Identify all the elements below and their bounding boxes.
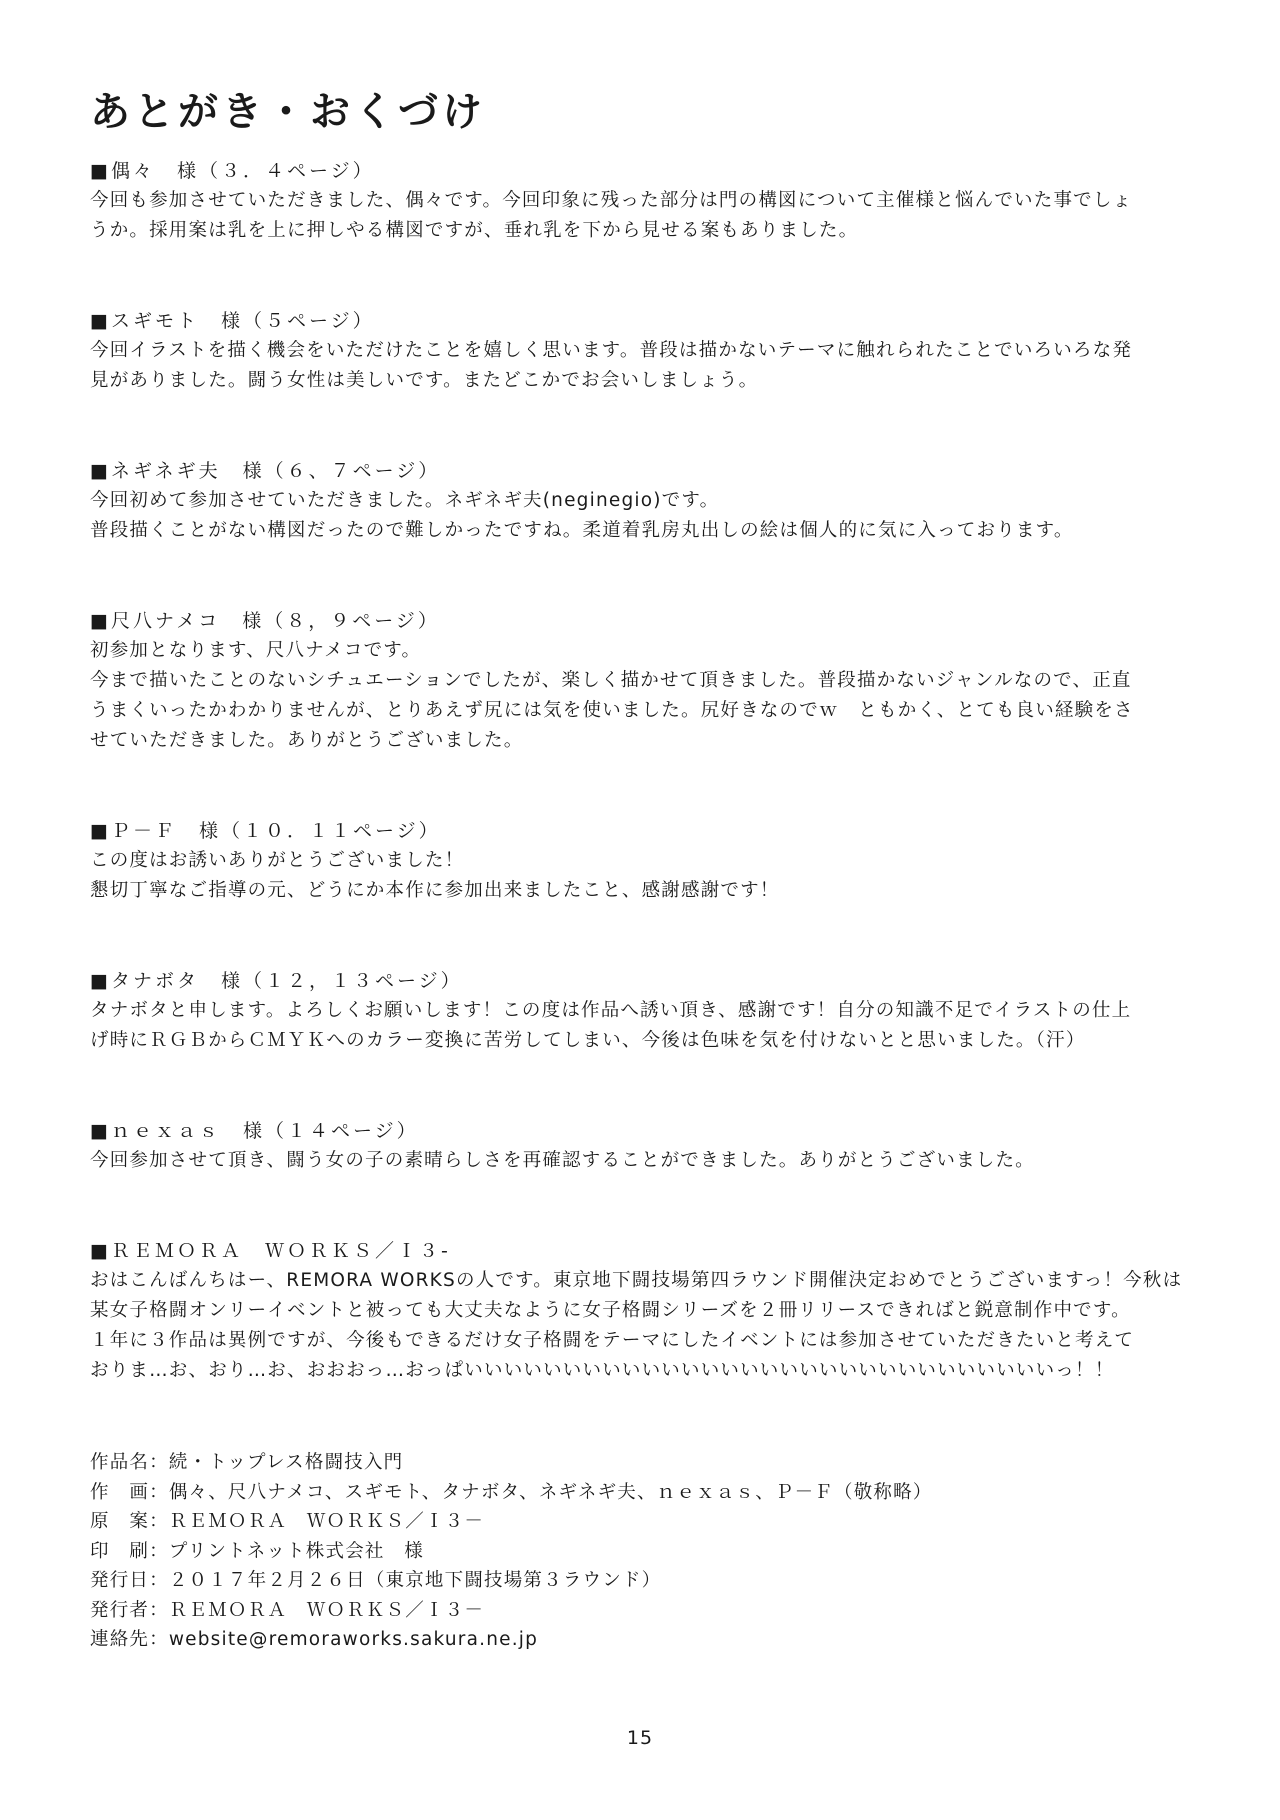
colophon-label: 原 案： <box>90 1511 169 1532</box>
body-line: 今回も参加させていただきました、偶々です。今回印象に残った部分は門の構図について主催様と悩んでいた事でしょ <box>90 190 1133 211</box>
colophon-row-publisher <box>90 1596 1210 1626</box>
body-line: １年に３作品は異例ですが、今後もできるだけ女子格闘をテーマにしたイベントには参加させていただきたいと考えて <box>90 1330 1135 1351</box>
section-guuguu <box>90 156 1210 246</box>
section-body <box>90 336 1210 396</box>
body-line: 初参加となります、尺八ナメコです。 <box>90 640 422 661</box>
body-line: 今まで描いたことのないシチュエーションでしたが、楽しく描かせて頂きました。普段描かないジャンルなので、正直 <box>90 670 1132 691</box>
colophon-row-artists <box>90 1478 1210 1508</box>
colophon-row-contact <box>90 1625 1210 1655</box>
body-line: うまくいったかわかりませんが、とりあえず尻には気を使いました。尻好きなのでｗ ともかく、とても良い経験をさ <box>90 700 1134 721</box>
section-sugimoto <box>90 306 1210 396</box>
section-remora-works <box>90 1236 1210 1386</box>
body-line: この度はお誘いありがとうございました！ <box>90 850 465 871</box>
section-heading: ■ｎｅｘａｓ 様（１４ページ） <box>90 1120 419 1142</box>
colophon-label: 作 画： <box>90 1481 169 1503</box>
section-tanabota <box>90 966 1210 1056</box>
section-heading: ■ＲＥＭＯＲＡ ＷＯＲＫＳ／Ｉ３- <box>90 1240 451 1262</box>
section-heading: ■タナボタ 様（１２，１３ページ） <box>90 970 463 992</box>
body-line: げ時にＲＧＢからＣＭＹＫへのカラー変換に苦労してしまい、今後は色味を気を付けないとと思いました。（汗） <box>90 1030 1086 1051</box>
body-line: 普段描くことがない構図だったので難しかったですね。柔道着乳房丸出しの絵は個人的に気に入っております。 <box>90 520 1074 541</box>
colophon-label: 印 刷： <box>90 1540 169 1562</box>
section-p-f <box>90 816 1210 906</box>
section-body <box>90 996 1210 1056</box>
colophon-row-title <box>90 1448 1210 1478</box>
section-body <box>90 846 1210 906</box>
section-body <box>90 1266 1210 1386</box>
section-shakuhachi-nameko <box>90 606 1210 756</box>
body-line: おりま…お、おり…お、おおおっ…おっぱいいいいいいいいいいいいいいいいいいいいいいいいいいいいいいっ！！ <box>90 1360 1115 1381</box>
colophon-row-original-plan <box>90 1507 1210 1537</box>
colophon-value: ２０１７年２月２６日（東京地下闘技場第３ラウンド） <box>168 1570 662 1591</box>
body-line: タナボタと申します。よろしくお願いします！この度は作品へ誘い頂き、感謝です！自分の知識不足でイラストの仕上 <box>90 1000 1132 1021</box>
colophon-label: 作品名： <box>90 1452 169 1473</box>
body-line: 今回参加させて頂き、闘う女の子の素晴らしさを再確認することができました。ありがとうございました。 <box>90 1150 1035 1171</box>
body-line: おはこんばんちはー、REMORA WORKSの人です。東京地下闘技場第四ラウンド開催決定おめでとうございますっ！今秋は <box>90 1270 1183 1291</box>
body-line: 懇切丁寧なご指導の元、どうにか本作に参加出来ましたこと、感謝感謝です！ <box>90 880 780 901</box>
section-heading: ■ネギネギ夫 様（６、７ページ） <box>90 460 441 482</box>
afterword-page <box>90 82 1210 1655</box>
body-line: 今回イラストを描く機会をいただけたことを嬉しく思います。普段は描かないテーマに触れられたことでいろいろな発 <box>90 340 1133 361</box>
section-heading: ■スギモト 様（５ページ） <box>90 310 375 332</box>
colophon-value: プリントネット株式会社 様 <box>168 1540 424 1562</box>
colophon-value: 続・トップレス格闘技入門 <box>168 1452 404 1473</box>
body-line: 今回初めて参加させていただきました。ネギネギ夫(neginegio)です。 <box>90 490 720 511</box>
section-body <box>90 186 1210 246</box>
page-number: 15 <box>626 1727 654 1749</box>
colophon-value: ＲＥＭＯＲＡ ＷＯＲＫＳ／Ｉ３－ <box>168 1599 485 1621</box>
colophon-label: 発行者： <box>90 1599 169 1621</box>
colophon-value: 偶々、尺八ナメコ、スギモト、タナボタ、ネギネギ夫、ｎｅｘａｓ、Ｐ－Ｆ（敬称略） <box>168 1481 933 1503</box>
body-line: うか。採用案は乳を上に押しやる構図ですが、垂れ乳を下から見せる案もありました。 <box>90 220 859 241</box>
section-neginegio <box>90 456 1210 546</box>
colophon-label: 発行日： <box>90 1570 169 1591</box>
colophon-row-printer <box>90 1537 1210 1567</box>
body-line: 見がありました。闘う女性は美しいです。またどこかでお会いしましょう。 <box>90 370 759 391</box>
page-title: あとがき・おくづけ <box>90 89 486 135</box>
colophon-label: 連絡先： <box>90 1629 169 1650</box>
section-body <box>90 1146 1210 1176</box>
colophon-value: ＲＥＭＯＲＡ ＷＯＲＫＳ／Ｉ３－ <box>168 1511 485 1532</box>
section-nexas <box>90 1116 1210 1176</box>
section-body <box>90 636 1210 756</box>
colophon <box>90 1448 1210 1655</box>
section-heading: ■尺八ナメコ 様（８，９ページ） <box>90 610 440 632</box>
colophon-row-publish-date <box>90 1566 1210 1596</box>
section-heading: ■Ｐ－Ｆ 様（１０．１１ページ） <box>90 820 441 842</box>
body-line: 某女子格闘オンリーイベントと被っても大丈夫なように女子格闘シリーズを２冊リリースできればと鋭意制作中です。 <box>90 1300 1131 1321</box>
section-heading: ■偶々 様（３．４ページ） <box>90 160 375 182</box>
colophon-value: website@remoraworks.sakura.ne.jp <box>168 1629 539 1650</box>
section-body <box>90 486 1210 546</box>
body-line: せていただきました。ありがとうございました。 <box>90 730 524 751</box>
